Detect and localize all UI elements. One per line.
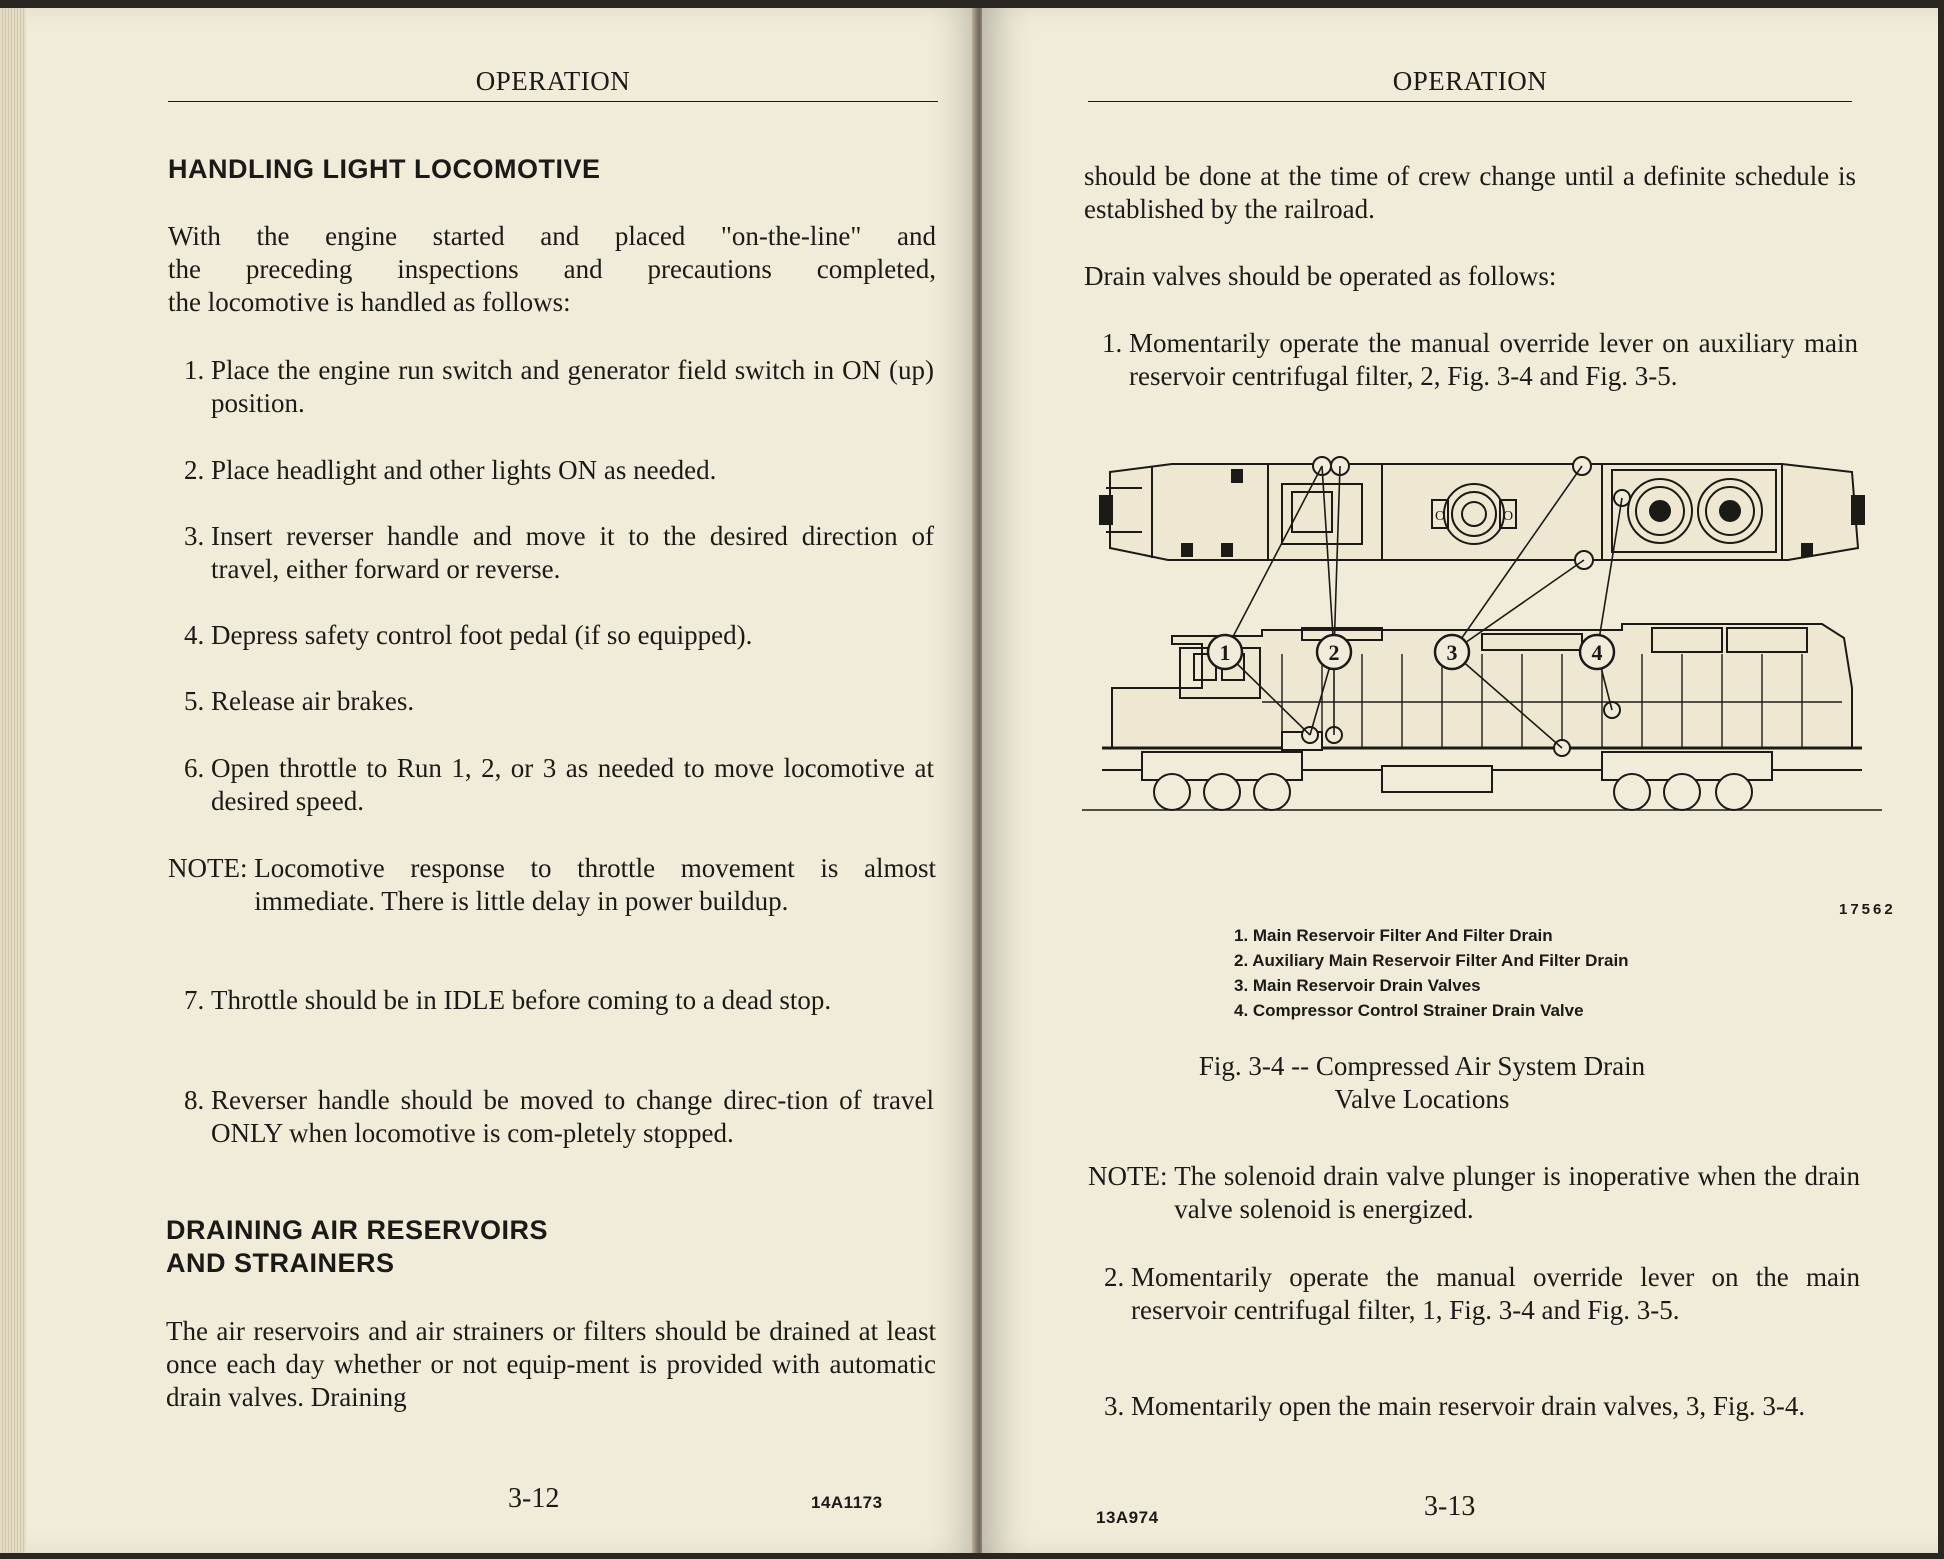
callout-label: 3 <box>1446 640 1458 665</box>
list-item <box>1102 327 1858 393</box>
note <box>1088 1160 1860 1226</box>
note <box>168 852 936 918</box>
item-text: Momentarily operate the manual override lever on the main reservoir centrifugal filter, 1, Fig. 3-4 and Fig. 3-5. <box>1131 1262 1860 1325</box>
note-label: NOTE: <box>1088 1161 1168 1191</box>
page-number: 3-12 <box>508 1483 560 1514</box>
item-number: 2. <box>1104 1262 1125 1292</box>
callout-label: 4 <box>1591 640 1603 665</box>
item-number: 4. <box>184 620 205 650</box>
legend-item: 3. Main Reservoir Drain Valves <box>1234 976 1481 995</box>
note-text: The solenoid drain valve plunger is inoperative when the drain valve solenoid is energized. <box>1174 1161 1860 1224</box>
callout-1 <box>1208 635 1242 669</box>
item-number: 8. <box>184 1085 205 1115</box>
list-item <box>1104 1390 1860 1423</box>
item-number: 3. <box>1104 1391 1125 1421</box>
heading-line: AND STRAINERS <box>166 1248 395 1278</box>
intro-line: the locomotive is handled as follows: <box>168 287 571 317</box>
item-number: 7. <box>184 985 205 1015</box>
section-heading <box>166 1214 548 1280</box>
callout-label: 2 <box>1328 640 1340 665</box>
figure-number: 17562 <box>1839 901 1896 918</box>
item-text: Momentarily operate the manual override lever on auxiliary main reservoir centrifugal filter, 2, Fig. 3-4 and Fig. 3-5. <box>1129 328 1858 391</box>
page-edges <box>0 8 26 1553</box>
caption-line: Fig. 3-4 -- Compressed Air System Drain <box>1198 1051 1646 1081</box>
item-text: Place headlight and other lights ON as needed. <box>211 455 717 485</box>
list-item <box>184 454 934 487</box>
item-text: Release air brakes. <box>211 686 415 716</box>
item-text: Depress safety control foot pedal (if so equipped). <box>211 620 753 650</box>
caption-line: Valve Locations <box>1334 1084 1510 1114</box>
item-text: Insert reverser handle and move it to the desired direction of travel, either forward or reverse. <box>211 521 934 584</box>
gauge-label: O <box>1502 509 1514 524</box>
document-code: 13A974 <box>1096 1508 1159 1527</box>
locomotive-diagram <box>1082 448 1882 888</box>
item-text: Momentarily open the main reservoir drain valves, 3, Fig. 3-4. <box>1131 1391 1806 1421</box>
item-number: 5. <box>184 686 205 716</box>
item-text: Open throttle to Run 1, 2, or 3 as needed to move locomotive at desired speed. <box>211 753 934 816</box>
figure-caption <box>1182 1050 1662 1116</box>
list-item <box>184 1084 934 1150</box>
intro-line: the preceding inspections and precautions completed, <box>168 254 936 284</box>
list-item <box>184 984 934 1017</box>
list-item <box>184 520 934 586</box>
paragraph: Drain valves should be operated as follows: <box>1084 261 1557 291</box>
top-view <box>1100 457 1864 569</box>
running-head: OPERATION <box>1088 66 1852 102</box>
item-number: 1. <box>1102 328 1123 358</box>
list-item <box>184 354 934 420</box>
legend-item: 2. Auxiliary Main Reservoir Filter And Filter Drain <box>1234 951 1629 970</box>
list-item <box>184 685 934 718</box>
note-label: NOTE: <box>168 853 248 883</box>
paragraph: should be done at the time of crew change until a definite schedule is established by the railroad. <box>1084 161 1856 224</box>
left-page <box>26 8 978 1553</box>
list-item <box>184 619 944 652</box>
item-number: 3. <box>184 521 205 551</box>
intro-line: With the engine started and placed "on-the-line" and <box>168 221 936 251</box>
item-text: Reverser handle should be moved to change direc-tion of travel ONLY when locomotive is com-pletely stopped. <box>211 1085 934 1148</box>
item-text: Throttle should be in IDLE before coming to a dead stop. <box>211 985 832 1015</box>
page-number: 3-13 <box>1424 1491 1476 1522</box>
document-code: 14A1173 <box>811 1493 883 1512</box>
callout-4 <box>1580 635 1614 669</box>
heading-line: DRAINING AIR RESERVOIRS <box>166 1215 549 1245</box>
item-number: 6. <box>184 753 205 783</box>
legend-item: 1. Main Reservoir Filter And Filter Drain <box>1234 926 1553 945</box>
side-view <box>1082 624 1882 810</box>
figure-legend <box>1234 923 1629 1023</box>
running-head: OPERATION <box>168 66 938 102</box>
intro-paragraph <box>168 220 936 319</box>
item-number: 2. <box>184 455 205 485</box>
callout-3 <box>1435 635 1469 669</box>
gauge-label: O <box>1434 509 1446 524</box>
legend-item: 4. Compressor Control Strainer Drain Valve <box>1234 1001 1584 1020</box>
list-item <box>184 752 934 818</box>
list-item <box>1104 1261 1860 1327</box>
right-page <box>982 8 1938 1553</box>
callout-label: 1 <box>1219 640 1231 665</box>
section-heading: HANDLING LIGHT LOCOMOTIVE <box>168 154 601 184</box>
item-text: Place the engine run switch and generator field switch in ON (up) position. <box>211 355 934 418</box>
item-number: 1. <box>184 355 205 385</box>
note-text: Locomotive response to throttle movement is almost immediate. There is little delay in power buildup. <box>254 853 936 916</box>
callout-2 <box>1317 635 1351 669</box>
paragraph: The air reservoirs and air strainers or filters should be drained at least once each day whether or not equip-ment is provided with automatic drain valves. Draining <box>166 1316 936 1412</box>
